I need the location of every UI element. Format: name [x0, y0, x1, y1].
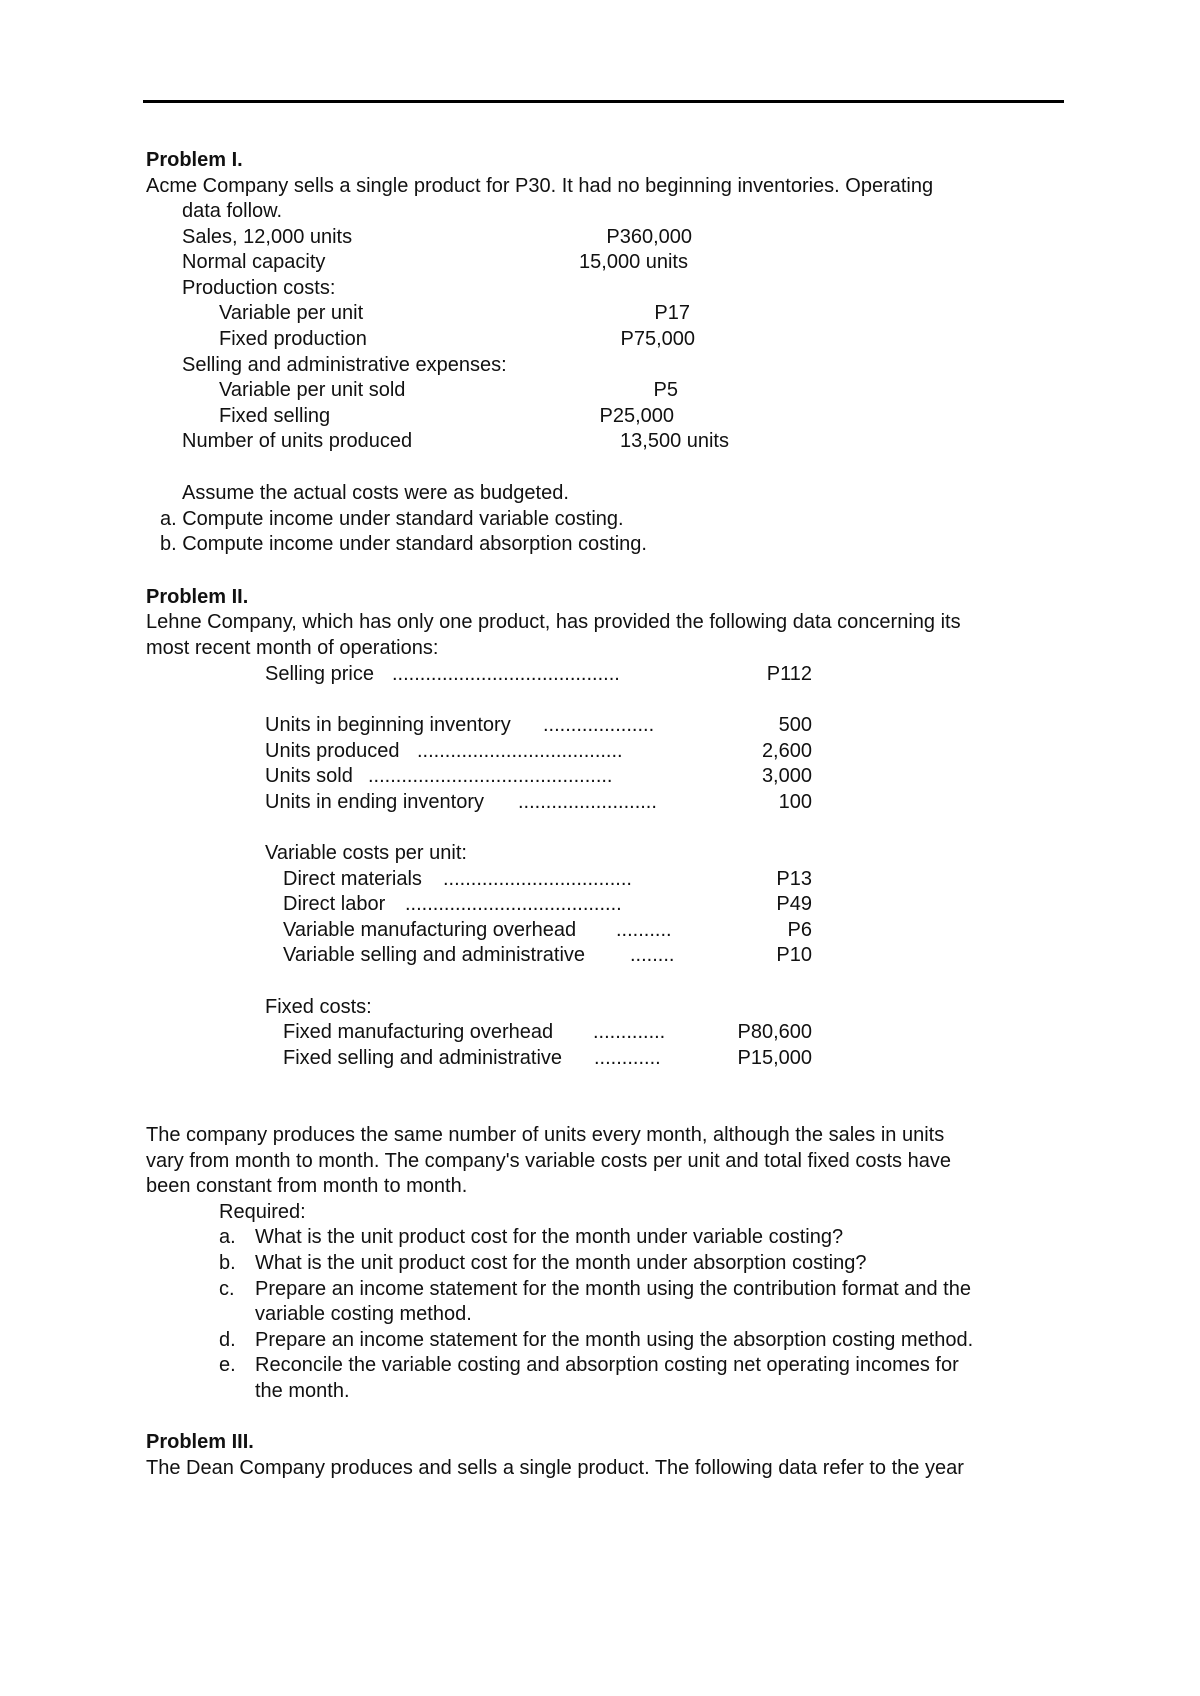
- units-sold-label: Units sold: [265, 765, 353, 787]
- p1-row-value: P5: [653, 379, 678, 401]
- p1-row-label: Production costs:: [182, 277, 336, 299]
- problem-3-intro: The Dean Company produces and sells a single product. The following data refer to the year: [146, 1457, 964, 1479]
- units-ending-value: 100: [778, 791, 812, 813]
- required-heading: Required:: [219, 1201, 306, 1223]
- problem-2-paragraph: The company produces the same number of units every month, although the sales in units: [146, 1124, 945, 1146]
- units-beginning-label: Units in beginning inventory: [265, 714, 511, 736]
- variable-costs-heading: Variable costs per unit:: [265, 842, 467, 864]
- problem-1-assumption: Assume the actual costs were as budgeted.: [182, 482, 569, 504]
- p1-row-label: Variable per unit sold: [219, 379, 406, 401]
- p1-row-label: Variable per unit: [219, 302, 364, 324]
- leader-dots: .....................................: [417, 740, 623, 762]
- problem-1-intro-cont: data follow.: [182, 200, 283, 222]
- p1-row-value: 13,500 units: [620, 430, 729, 452]
- requirement-text: What is the unit product cost for the month under absorption costing?: [255, 1252, 867, 1274]
- problem-2-paragraph: been constant from month to month.: [146, 1175, 468, 1197]
- requirement-text: Prepare an income statement for the month using the absorption costing method.: [255, 1329, 974, 1351]
- requirement-letter: a.: [219, 1226, 236, 1248]
- p1-row-label: Sales, 12,000 units: [182, 226, 353, 248]
- requirement-text: Reconcile the variable costing and absorption costing net operating incomes for: [255, 1354, 959, 1376]
- problem-1-intro: Acme Company sells a single product for P30. It had no beginning inventories. Operating: [146, 175, 934, 197]
- problem-1-requirement-b: b. Compute income under standard absorption costing.: [160, 533, 647, 555]
- direct-materials-label: Direct materials: [283, 868, 422, 890]
- p1-row-value: P17: [654, 302, 690, 324]
- problem-1-title: Problem I.: [146, 149, 243, 171]
- requirement-letter: d.: [219, 1329, 236, 1351]
- leader-dots: ..................................: [443, 868, 632, 890]
- leader-dots: .........................: [518, 791, 657, 813]
- leader-dots: ........: [630, 944, 675, 966]
- problem-2-intro: Lehne Company, which has only one product, has provided the following data concerning its: [146, 611, 961, 633]
- variable-mfg-overhead-value: P6: [787, 919, 812, 941]
- p1-row-label: Fixed production: [219, 328, 367, 350]
- direct-materials-value: P13: [776, 868, 812, 890]
- fixed-selling-admin-label: Fixed selling and administrative: [283, 1047, 563, 1069]
- problem-2-title: Problem II.: [146, 586, 249, 608]
- requirement-text: Prepare an income statement for the month using the contribution format and the: [255, 1278, 971, 1300]
- requirement-letter: c.: [219, 1278, 235, 1300]
- leader-dots: .............: [593, 1021, 666, 1043]
- leader-dots: ............: [594, 1047, 661, 1069]
- problem-1-requirement-a: a. Compute income under standard variable costing.: [160, 508, 624, 530]
- fixed-selling-admin-value: P15,000: [737, 1047, 812, 1069]
- p1-row-label: Normal capacity: [182, 251, 326, 273]
- requirement-letter: b.: [219, 1252, 236, 1274]
- problem-2-intro-cont: most recent month of operations:: [146, 637, 439, 659]
- p1-row-value: 15,000 units: [579, 251, 688, 273]
- fixed-mfg-overhead-label: Fixed manufacturing overhead: [283, 1021, 554, 1043]
- p1-row-label: Number of units produced: [182, 430, 413, 452]
- p1-row-value: P360,000: [606, 226, 692, 248]
- leader-dots: .........................................: [392, 663, 620, 685]
- p1-row-value: P25,000: [599, 405, 674, 427]
- problem-3-title: Problem III.: [146, 1431, 254, 1453]
- header-rule: [143, 100, 1064, 103]
- leader-dots: ............................................: [368, 765, 613, 787]
- leader-dots: ....................: [543, 714, 655, 736]
- direct-labor-value: P49: [776, 893, 812, 915]
- leader-dots: ..........: [616, 919, 672, 941]
- selling-price-value: P112: [766, 663, 812, 685]
- fixed-costs-heading: Fixed costs:: [265, 996, 372, 1018]
- selling-price-label: Selling price: [265, 663, 374, 685]
- units-sold-value: 3,000: [761, 765, 812, 787]
- variable-selling-admin-label: Variable selling and administrative: [283, 944, 586, 966]
- fixed-mfg-overhead-value: P80,600: [737, 1021, 812, 1043]
- variable-mfg-overhead-label: Variable manufacturing overhead: [283, 919, 577, 941]
- units-beginning-value: 500: [778, 714, 812, 736]
- units-produced-label: Units produced: [265, 740, 400, 762]
- requirement-text-cont: variable costing method.: [255, 1303, 472, 1325]
- requirement-letter: e.: [219, 1354, 236, 1376]
- requirement-text: What is the unit product cost for the month under variable costing?: [255, 1226, 844, 1248]
- direct-labor-label: Direct labor: [283, 893, 386, 915]
- requirement-text-cont: the month.: [255, 1380, 350, 1402]
- p1-row-label: Selling and administrative expenses:: [182, 354, 507, 376]
- p1-row-value: P75,000: [620, 328, 695, 350]
- variable-selling-admin-value: P10: [776, 944, 812, 966]
- units-ending-label: Units in ending inventory: [265, 791, 485, 813]
- units-produced-value: 2,600: [761, 740, 812, 762]
- leader-dots: .......................................: [405, 893, 622, 915]
- p1-row-label: Fixed selling: [219, 405, 331, 427]
- problem-2-paragraph: vary from month to month. The company's variable costs per unit and total fixed costs have: [146, 1150, 951, 1172]
